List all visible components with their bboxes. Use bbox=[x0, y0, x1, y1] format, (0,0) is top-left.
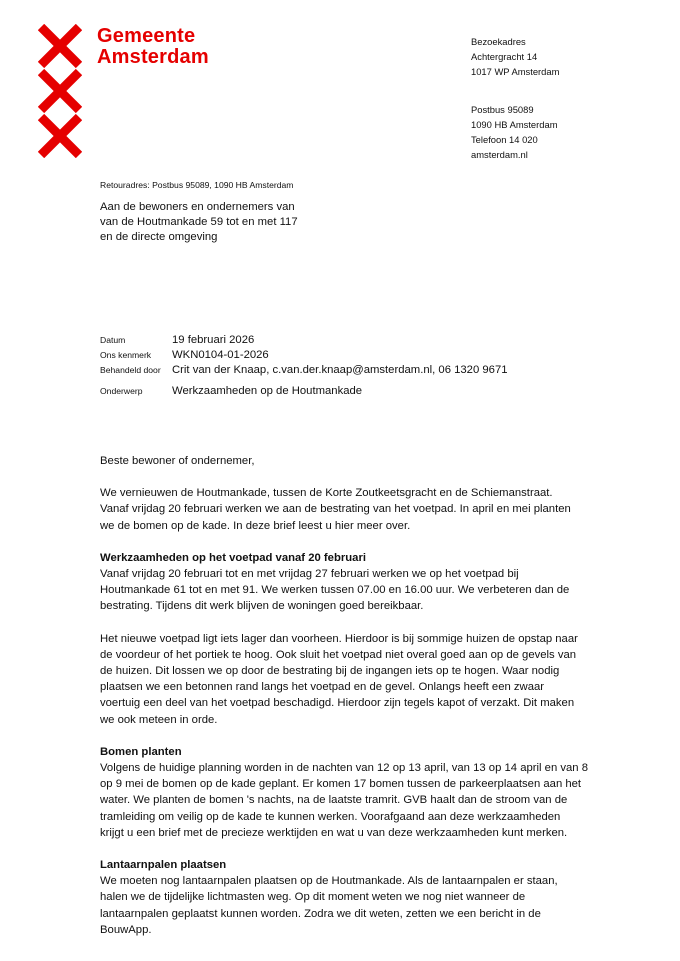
section-heading: Bomen planten bbox=[100, 745, 182, 758]
text-line: water. We planten de bomen 's nachts, na de laatste tramrit. GVB haalt dan de stroom van de bbox=[100, 794, 568, 807]
handled-by-value: Crit van der Knaap, c.van.der.knaap@amsterdam.nl, 06 1320 9671 bbox=[172, 364, 508, 376]
recipient-line: Aan de bewoners en ondernemers van bbox=[100, 201, 295, 213]
text-line: krijgt u een brief met de precieze werktijden en wat u van deze werkzaamheden kunt merken. bbox=[100, 826, 568, 839]
text-line: halen we de tijdelijke lichtmasten weg. Op dit moment weten we nog niet wanneer de bbox=[100, 891, 526, 904]
text-line: tramleiding om veilig op de kade te kunnen werken. Voorafgaand aan deze werkzaamheden bbox=[100, 810, 561, 823]
visit-address-street: Achtergracht 14 bbox=[471, 51, 538, 62]
footpath-details-paragraph bbox=[100, 631, 578, 728]
phone: Telefoon 14 020 bbox=[471, 134, 538, 145]
recipient-line: van de Houtmankade 59 tot en met 117 bbox=[100, 216, 298, 228]
brand-line-2: Amsterdam bbox=[97, 46, 209, 68]
text-line: voertuig een deel van het voetpad beschadigd. Hierdoor zijn tegels kapot of verzakt. Dit maken bbox=[100, 697, 575, 710]
text-line: plaatsen we een betonnen rand langs het voetpad en de gevel. Onlangs heeft een zwaar bbox=[100, 681, 545, 694]
postal-city: 1090 HB Amsterdam bbox=[471, 119, 558, 130]
intro-paragraph bbox=[100, 485, 571, 534]
section-heading: Lantaarnpalen plaatsen bbox=[100, 859, 227, 872]
municipality-name bbox=[97, 26, 209, 68]
postal-box: Postbus 95089 bbox=[471, 104, 534, 115]
subject-value: Werkzaamheden op de Houtmankade bbox=[172, 385, 363, 397]
section-trees bbox=[100, 744, 589, 841]
date-value: 19 februari 2026 bbox=[172, 334, 255, 346]
website: amsterdam.nl bbox=[471, 149, 528, 160]
text-line: Het nieuwe voetpad ligt iets lager dan voorheen. Hierdoor is bij sommige huizen de opstap naar bbox=[100, 632, 578, 645]
text-line: Vanaf vrijdag 20 februari werken we aan de bestrating van het voetpad. In april en mei planten bbox=[100, 503, 571, 516]
section-heading: Werkzaamheden op het voetpad vanaf 20 februari bbox=[100, 551, 366, 564]
text-line: lantaarnpalen geplaatst kunnen worden. Zodra we dit weten, zetten we een bericht in de bbox=[100, 907, 541, 920]
handled-by-label: Behandeld door bbox=[100, 365, 161, 375]
brand-line-1: Gemeente bbox=[97, 25, 196, 47]
amsterdam-crosses-logo bbox=[38, 24, 82, 158]
recipient-line: en de directe omgeving bbox=[100, 231, 218, 243]
return-address: Retouradres: Postbus 95089, 1090 HB Amsterdam bbox=[100, 180, 294, 190]
text-line: bestrating. Tijdens dit werk blijven de woningen goed bereikbaar. bbox=[100, 600, 424, 613]
text-line: de huizen. Dit lossen we op door de bestrating bij de ingangen iets op te hogen. Waar nodig bbox=[100, 665, 560, 678]
text-line: op 9 mei de bomen op de kade geplant. Er komen 17 bomen tussen de parkeerplaatsen aan het bbox=[100, 778, 582, 791]
text-line: BouwApp. bbox=[100, 923, 152, 936]
text-line: We moeten nog lantaarnpalen plaatsen op de Houtmankade. Als de lantaarnpalen er staan, bbox=[100, 875, 558, 888]
reference-value: WKN0104-01-2026 bbox=[172, 349, 269, 361]
visit-address-label: Bezoekadres bbox=[471, 36, 526, 47]
visit-address-city: 1017 WP Amsterdam bbox=[471, 66, 560, 77]
sender-address bbox=[471, 34, 559, 162]
text-line: Volgens de huidige planning worden in de nachten van 12 op 13 april, van 13 op 14 april en van 8 bbox=[100, 762, 589, 775]
text-line: Vanaf vrijdag 20 februari tot en met vrijdag 27 februari werken we op het voetpad bij bbox=[100, 568, 519, 581]
text-line: Houtmankade 61 tot en met 91. We werken tussen 07.00 en 16.00 uur. We verbeteren dan de bbox=[100, 584, 570, 597]
salutation: Beste bewoner of ondernemer, bbox=[100, 455, 255, 467]
text-line: de voordeur of het portiek te hoog. Ook sluit het voetpad niet overal goed aan op de gevels van bbox=[100, 648, 577, 661]
subject-label: Onderwerp bbox=[100, 386, 143, 396]
text-line: we ook meteen in orde. bbox=[100, 713, 218, 726]
recipient-block bbox=[100, 200, 298, 245]
text-line: We vernieuwen de Houtmankade, tussen de Korte Zoutkeetsgracht en de Schiemanstraat. bbox=[100, 487, 553, 500]
reference-label: Ons kenmerk bbox=[100, 350, 152, 360]
letter-body bbox=[100, 453, 589, 954]
section-footpath bbox=[100, 550, 570, 615]
date-label: Datum bbox=[100, 335, 126, 345]
section-lampposts bbox=[100, 857, 560, 938]
text-line: we de bomen op de kade. In deze brief leest u hier meer over. bbox=[100, 519, 411, 532]
